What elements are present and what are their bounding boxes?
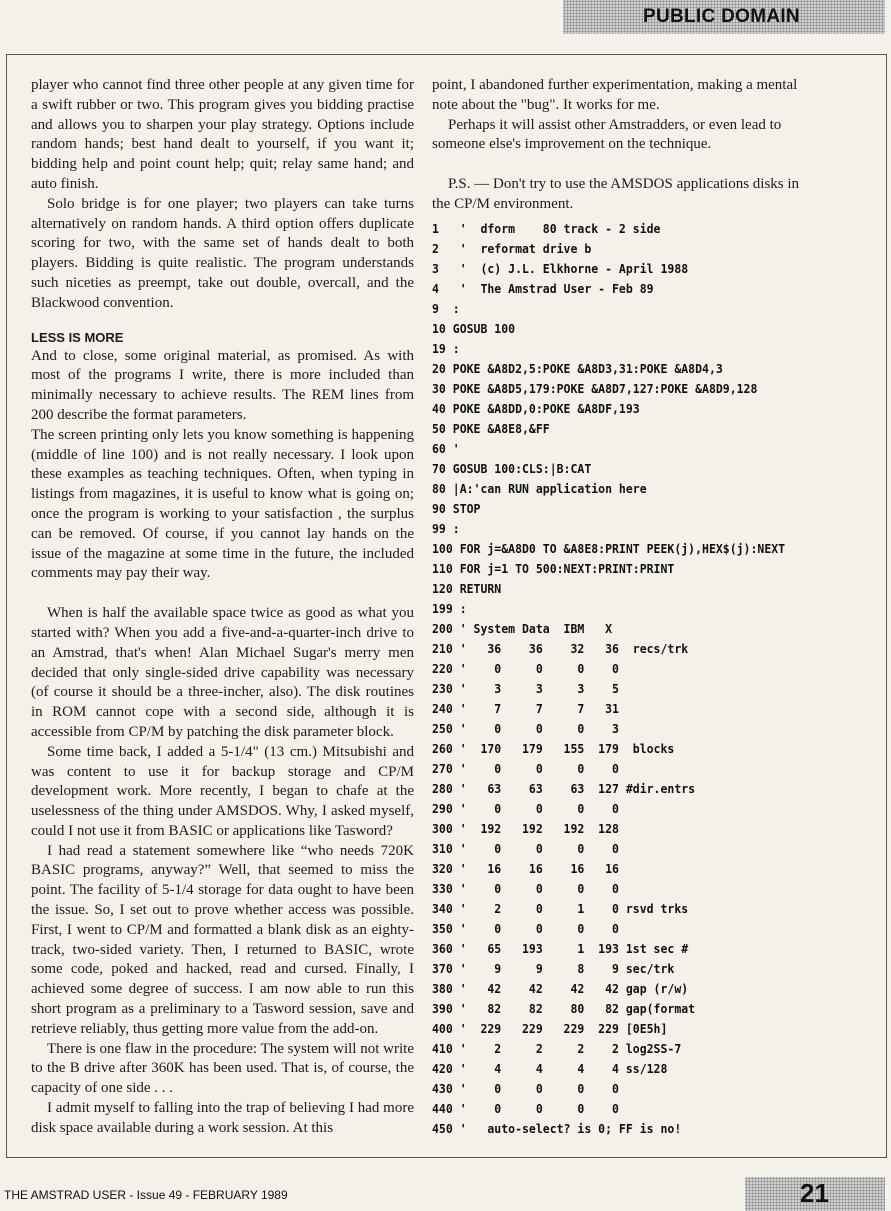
listing-line: 350 ' 0 0 0 0 xyxy=(432,921,619,936)
listing-line: 410 ' 2 2 2 2 log2SS-7 xyxy=(432,1041,682,1056)
listing-line: 50 POKE &A8E8,&FF xyxy=(432,421,550,436)
listing-line: 330 ' 0 0 0 0 xyxy=(432,881,619,896)
article-paragraph: Solo bridge is for one player; two players can take turns alternatively on random hands. A third option offers duplicate scoring for two, with the same set of hands dealt to both players. Bidding is quite realistic. The program understands such niceties as preempt, take out double, overcall, and the Blackwood convention. xyxy=(31,195,414,311)
listing-line: 90 STOP xyxy=(432,501,481,516)
listing-line: 220 ' 0 0 0 0 xyxy=(432,661,619,676)
listing-line: 100 FOR j=&A8D0 TO &A8E8:PRINT PEEK(j),HEX$(j):NEXT xyxy=(432,541,786,556)
listing-line: 30 POKE &A8D5,179:POKE &A8D7,127:POKE &A8D9,128 xyxy=(432,381,758,396)
listing-line: 230 ' 3 3 3 5 xyxy=(432,681,619,696)
listing-line: 380 ' 42 42 42 42 gap (r/w) xyxy=(432,981,689,996)
listing-line: 390 ' 82 82 80 82 gap(format xyxy=(432,1001,696,1016)
article-paragraph: The screen printing only lets you know something is happening (middle of line 100) and is not really necessary. I look upon these examples as teaching techniques. Often, when typing in listings from magazines, it is useful to know what is going on; once the program is working to your satisfaction , the surplus can be removed. Of course, if you cannot lay hands on the issue of the magazine at some time in the future, the included comments may pay their way. xyxy=(31,426,414,582)
article-paragraph: Perhaps it will assist other Amstradders, or even lead to someone else's improvement on the technique. xyxy=(432,116,782,153)
listing-line: 450 ' auto-select? is 0; FF is no! xyxy=(432,1121,682,1136)
listing-line: 2 ' reformat drive b xyxy=(432,241,592,256)
listing-line: 4 ' The Amstrad User - Feb 89 xyxy=(432,281,654,296)
page-number: 21 xyxy=(800,1178,829,1208)
listing-line: 210 ' 36 36 32 36 recs/trk xyxy=(432,641,689,656)
article-paragraph: player who cannot find three other people at any given time for a swift rubber or two. This program gives you bidding practise and allows you to sharpen your play strategy. Options include random hands; best hand dealt to yourself, if you want it; bidding help and point count help; quit; relay same hand; and auto finish. xyxy=(31,77,414,192)
right-column xyxy=(432,76,812,215)
footer-masthead: THE AMSTRAD USER - Issue 49 - FEBRUARY 1989 xyxy=(4,1188,288,1202)
listing-line: 20 POKE &A8D2,5:POKE &A8D3,31:POKE &A8D4,3 xyxy=(432,361,723,376)
article-paragraph: I had read a statement somewhere like “who needs 720K BASIC programs, anyway?” Well, that seemed to miss the point. The facility of 5-1/4 storage for data ought to have been the issue. So, I set out to prove whether access was possible. First, I went to CP/M and formatted a blank disk as an eighty-track, two-sided variety. Then, I returned to BASIC, wrote some code, poked and hacked, read and cursed. Finally, I achieved some degree of success. I am now able to run this short program as a preliminary to a Tasword session, save and retrieve reliably, thus getting more value from the add-on. xyxy=(31,842,414,1037)
listing-line: 120 RETURN xyxy=(432,581,502,596)
listing-line: 1 ' dform 80 track - 2 side xyxy=(432,221,661,236)
listing-line: 3 ' (c) J.L. Elkhorne - April 1988 xyxy=(432,261,689,276)
article-paragraph: There is one flaw in the procedure: The system will not write to the B drive after 360K has been used. That is, of course, the capacity of one side . . . xyxy=(31,1040,414,1097)
listing-line: 80 |A:'can RUN application here xyxy=(432,481,647,496)
listing-line: 320 ' 16 16 16 16 xyxy=(432,861,619,876)
article-paragraph: I admit myself to falling into the trap of believing I had more disk space available during a work session. At this xyxy=(31,1100,414,1136)
listing-line: 360 ' 65 193 1 193 1st sec # xyxy=(432,941,689,956)
listing-line: 200 ' System Data IBM X xyxy=(432,621,613,636)
listing-line: 110 FOR j=1 TO 500:NEXT:PRINT:PRINT xyxy=(432,561,675,576)
listing-line: 9 : xyxy=(432,301,460,316)
listing-line: 250 ' 0 0 0 3 xyxy=(432,721,619,736)
listing-line: 440 ' 0 0 0 0 xyxy=(432,1101,619,1116)
listing-line: 40 POKE &A8DD,0:POKE &A8DF,193 xyxy=(432,401,640,416)
listing-line: 240 ' 7 7 7 31 xyxy=(432,701,619,716)
listing-line: 70 GOSUB 100:CLS:|B:CAT xyxy=(432,461,592,476)
listing-line: 430 ' 0 0 0 0 xyxy=(432,1081,619,1096)
left-column xyxy=(31,76,414,1139)
article-paragraph: point, I abandoned further experimentation, making a mental note about the "bug". It works for me. xyxy=(432,77,798,113)
article-paragraph: When is half the available space twice as good as what you started with? When you add a five-and-a-quarter-inch drive to an Amstrad, that's when! Alan Michael Sugar's merry men decided that only single-sided drive capability was necessary (of course it should be a three-incher, also). The disk routines in ROM cannot cope with a second side, although it is accessible from CP/M by patching the disk parameter block. xyxy=(31,605,414,740)
listing-line: 300 ' 192 192 192 128 xyxy=(432,821,619,836)
listing-line: 280 ' 63 63 63 127 #dir.entrs xyxy=(432,781,696,796)
listing-line: 99 : xyxy=(432,521,460,536)
article-paragraph: Some time back, I added a 5-1/4" (13 cm.) Mitsubishi and was content to use it for backup storage and CP/M development work. More recently, I began to chafe at the uselessness of the thing under AMSDOS. Why, I asked myself, could I not use it from BASIC or applications like Tasword? xyxy=(31,743,414,839)
listing-line: 270 ' 0 0 0 0 xyxy=(432,761,619,776)
listing-line: 340 ' 2 0 1 0 rsvd trks xyxy=(432,901,689,916)
page-number-tab xyxy=(745,1177,885,1211)
listing-line: 260 ' 170 179 155 179 blocks xyxy=(432,741,675,756)
listing-line: 420 ' 4 4 4 4 ss/128 xyxy=(432,1061,668,1076)
article-paragraph: P.S. — Don't try to use the AMSDOS applications disks in the CP/M environment. xyxy=(432,176,800,212)
listing-line: 370 ' 9 9 8 9 sec/trk xyxy=(432,961,675,976)
listing-line: 400 ' 229 229 229 229 [0E5h] xyxy=(432,1021,668,1036)
section-header-tab xyxy=(563,0,885,34)
listing-line: 310 ' 0 0 0 0 xyxy=(432,841,619,856)
basic-program-listing xyxy=(432,219,852,1139)
listing-line: 199 : xyxy=(432,601,467,616)
section-title: PUBLIC DOMAIN xyxy=(643,6,800,27)
listing-line: 290 ' 0 0 0 0 xyxy=(432,801,619,816)
article-paragraph: And to close, some original material, as promised. As with most of the programs I write, there is more included than minimally necessary to achieve results. The REM lines from 200 describe the format parameters. xyxy=(31,347,414,423)
listing-line: 19 : xyxy=(432,341,460,356)
listing-line: 10 GOSUB 100 xyxy=(432,321,516,336)
listing-line: 60 ' xyxy=(432,441,460,456)
section-heading: LESS IS MORE xyxy=(31,329,124,345)
